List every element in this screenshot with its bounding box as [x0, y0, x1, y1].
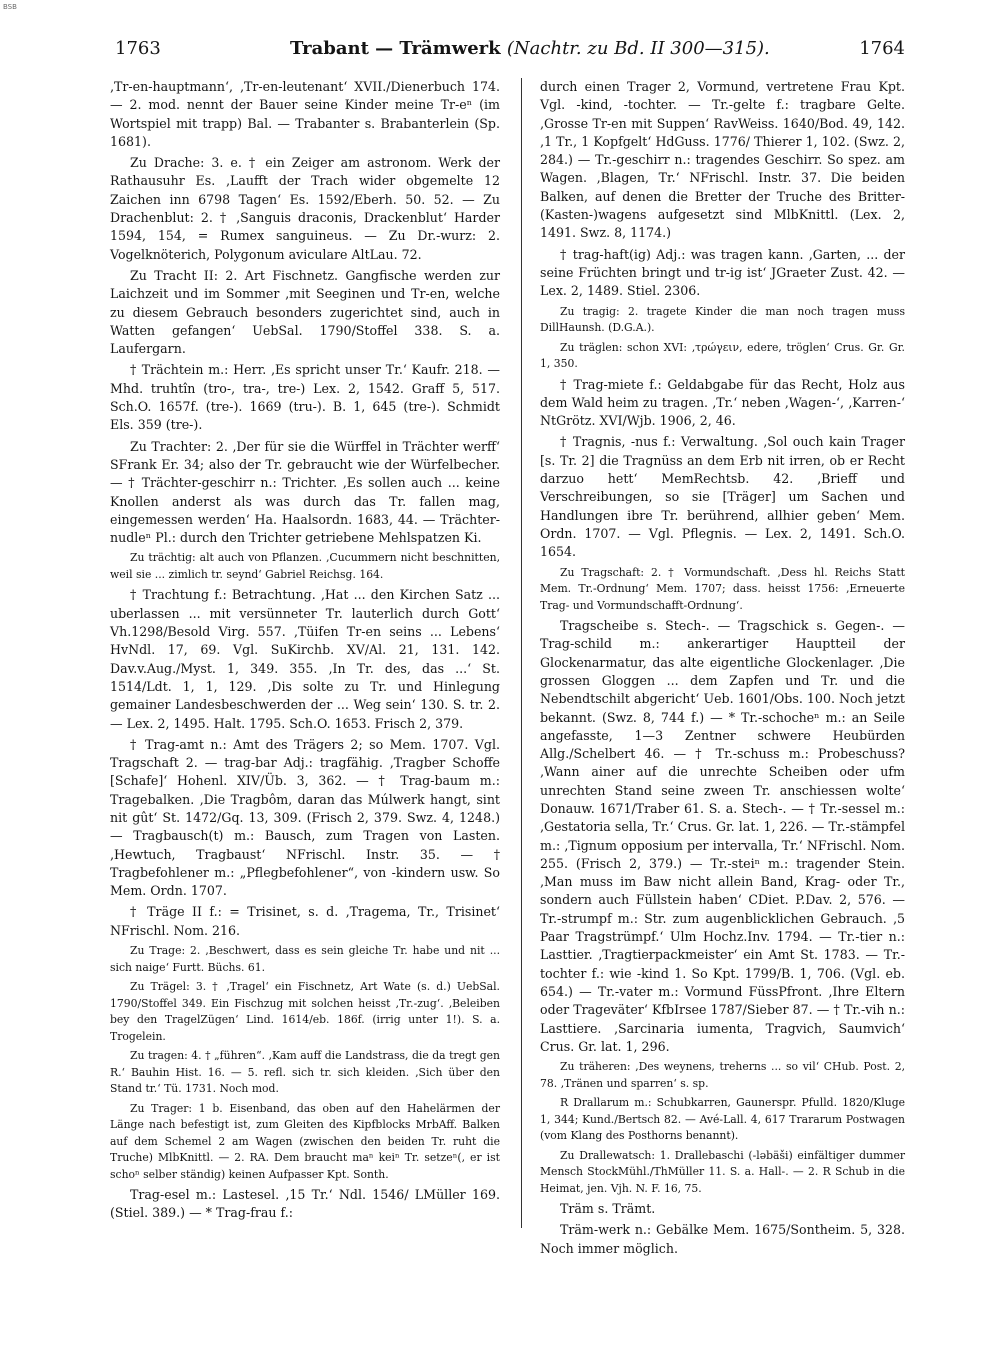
- entry-paragraph: † trag-haft(ig) Adj.: was tragen kann. ‚Garten, ... der seine Früchten bringt und tr-ig ist‘ JGraeter Zust. 42. — Lex. 2, 1489. Stiel. 2306.: [540, 246, 905, 299]
- entry-paragraph: Zu träglen: schon XVI: ‚τρώγειν, edere, tröglen‘ Crus. Gr. Gr. 1, 350.: [540, 340, 905, 371]
- entry-paragraph: † Trächtein m.: Herr. ‚Es spricht unser Tr.‘ Kaufr. 218. — Mhd. truhtîn (tro-, tra-, tre-) Lex. 2, 1542. Graff 5, 517. Sch.O. 1657f. (tre-). 1669 (tru-). B. 1, 645 (tre-). Schmidt Els. 359 (tre-).: [110, 362, 500, 433]
- library-watermark: BSB: [3, 3, 17, 11]
- entry-paragraph: † Trachtung f.: Betrachtung. ‚Hat ... den Kirchen Satz ... uberlassen ... mit versünneter Tr. lauterlich durch Gott‘ Vh.1298/Besold Virg. 557. ‚Tüifen Tr-en seins ... Lebens‘ HvNdl. 17, 69. Vgl. SuKirchb. XV/Al. 21, 131. 142. Dav.v.Aug./Myst. 1, 349. 355. ‚In Tr. des, das ...‘ St. 1514/Ldt. 1, 1, 129. ‚Dis solte zu Tr. und Hinlegung gemainer Landesbeschwerden der ... Weg sein‘ 130. S. tr. 2. — Lex. 2, 1495. Halt. 1795. Sch.O. 1653. Frisch 2, 379.: [110, 587, 500, 731]
- column-divider: [521, 78, 522, 1228]
- running-title: [290, 38, 770, 59]
- running-title-sub: (Nachtr. zu Bd. II 300—315).: [506, 38, 770, 59]
- entry-paragraph: † Trag-amt n.: Amt des Trägers 2; so Mem. 1707. Vgl. Tragschaft 2. — trag-bar Adj.: tragfähig. ‚Tragber Schoffe [Schafe]‘ Hohenl. XIV/Üb. 3, 362. — † Trag-baum m.: Tragebalken. ‚Die Tragbôm, daran das Múlwerk hangt, sint nit gût‘ St. 1472/Gq. 13, 309. (Frisch 2, 379. Swz. 4, 1248.) — Tragbausch(t) m.: Bausch, zum Tragen von Lasten. ‚Hewtuch, Tragbaust‘ NFrischl. Instr. 35. — † Tragbefohlener m.: „Pflegbefohlener“, von -kindern usw. So Mem. Ordn. 1707.: [110, 736, 500, 899]
- entry-paragraph: Zu Trage: 2. ‚Beschwert, dass es sein gleiche Tr. habe und nit ... sich naige‘ Furtt. Büchs. 61.: [110, 944, 500, 974]
- entry-paragraph: † Trag-miete f.: Geldabgabe für das Recht, Holz aus dem Wald heim zu tragen. ‚Tr.‘ neben ‚Wagen-‘, ‚Karren-‘ NtGrötz. XVI/Wjb. 1906, 2, 46.: [540, 376, 905, 429]
- entry-paragraph: R Drallarum m.: Schubkarren, Gaunerspr. Pfulld. 1820/Kluge 1, 344; Kund./Bertsch 82. — Avé-Lall. 4, 617 Trararum Postwagen (vom Klang des Posthorns benannt).: [540, 1096, 905, 1143]
- running-title-main: Trabant — Trämwerk: [290, 38, 501, 59]
- entry-paragraph: Zu Tracht II: 2. Art Fischnetz. Gangfische werden zur Laichzeit und im Sommer ‚mit Seeginen und Tr-en, welche zu diesem Gebrauch besonders zugerichtet sind, auch in Watten gefangen‘ UebSal. 1790/Stoffel 338. S. a. Laufergarn.: [110, 267, 500, 357]
- entry-paragraph: † Tragnis, -nus f.: Verwaltung. ‚Sol ouch kain Trager [s. Tr. 2] die Tragnüss an dem Erb nit irren, ob er Recht darzuo hett‘ MemRechtsb. 42. ‚Brieff und Verschreibungen, so sie [Träger] um Sachen und Handlungen ibre Tr. berührend, allhier geben‘ Mem. Ordn. 1707. — Vgl. Pflegnis. — Lex. 2, 1491. Sch.O. 1654.: [540, 434, 905, 560]
- entry-paragraph: Träm s. Trämt.: [560, 1201, 656, 1217]
- entry-paragraph: Zu Tragschaft: 2. † Vormundschaft. ‚Dess hl. Reichs Statt Mem. Tr.-Ordnung‘ Mem. 1707; dass. heisst 1756: ‚Erneuerte Trag- und Vormundschafft-Ordnung‘.: [540, 565, 905, 612]
- entry-paragraph: Zu träheren: ‚Des weynens, treherns ... so vil‘ CHub. Post. 2, 78. ‚Tränen und sparren‘ s. sp.: [540, 1060, 905, 1090]
- page-number-left: 1763: [115, 38, 161, 59]
- left-column: [110, 78, 500, 1226]
- entry-paragraph: Zu Drache: 3. e. † ein Zeiger am astronom. Werk der Rathausuhr Es. ‚Laufft der Trach wider obgemelte 12 Zaichen inn 6798 Tagen‘ Es. 1592/Eberh. 50. 52. — Zu Drachenblut: 2. † ‚Sanguis draconis, Drackenblut‘ Harder 1594, 154, = Rumex sanguineus. — Zu Dr.-wurz: 2. Vogelknöterich, Polygonum aviculare AltLau. 72.: [110, 155, 500, 262]
- entry-paragraph: Zu Trager: 1 b. Eisenband, das oben auf den Hahelärmen der Länge nach befestigt ist, zum Gleiten des Kipfblocks MrbAff. Balken auf dem Schemel 2 am Wagen (zwischen den beiden Tr. ruht die Truche) MlbKnittl. — 2. RA. Dem braucht maⁿ keiⁿ Tr. setzeⁿ(, er ist schoⁿ selber ständig) keinen Aufpasser Kpt. Sonth.: [110, 1101, 500, 1181]
- entry-paragraph: Trag-esel m.: Lastesel. ‚15 Tr.‘ Ndl. 1546/ LMüller 169. (Stiel. 389.) — * Trag-frau f.:: [110, 1187, 500, 1221]
- entry-paragraph: Zu Trägel: 3. † ‚Tragel‘ ein Fischnetz, Art Wate (s. d.) UebSal. 1790/Stoffel 349. Ein Fischzug mit solchen heisst ‚Tr.-zug‘. ‚Beleiben bey den TragelZügen‘ Lind. 1614/eb. 186f. (irrig unter 1!). S. a. Trogelein.: [110, 980, 500, 1043]
- entry-paragraph: Zu trächtig: alt auch von Pflanzen. ‚Cucummern nicht beschnitten, weil sie ... zimlich tr. seynd‘ Gabriel Reichsg. 164.: [110, 551, 500, 581]
- entry-paragraph: † Träge II f.: = Trisinet, s. d. ‚Tragema, Tr., Trisinet‘ NFrischl. Nom. 216.: [110, 904, 500, 938]
- entry-paragraph: Zu tragig: 2. tragete Kinder die man noch tragen muss DillHaunsh. (D.G.A.).: [540, 304, 905, 335]
- entry-paragraph: Tragscheibe s. Stech-. — Tragschick s. Gegen-. — Trag-schild m.: ankerartiger Hauptteil der Glockenarmatur, das alte eigentliche Glockenlager. ‚Die grossen Gloggen ... dem Zapfen und Tr. und die Nebendtschilt abgericht‘ Ueb. 1601/Obs. 100. Noch jetzt bekannt. (Swz. 8, 744 f.) — * Tr.-schocheⁿ m.: an Seile angefasste, 1—3 Zentner schwere Heubürden Allg./Schelbert 46. — † Tr.-schuss m.: Probeschuss? ‚Wann ainer auf die unrechte Scheiben oder ufm unrechten Stand seine zween Tr. anschiessen wolte‘ Donauw. 1671/Traber 61. S. a. Stech-. — † Tr.-sessel m.: ‚Gestatoria sella, Tr.‘ Crus. Gr. lat. 1, 226. — Tr.-stämpfel m.: ‚Tignum opposium per intervalla, Tr.‘ NFrischl. Nom. 255. (Frisch 2, 379.) — Tr.-steiⁿ m.: tragender Stein. ‚Man muss im Baw nicht allein Band, Krag- oder Tr., sondern auch Füllstein haben‘ CDiet. P.Dav. 2, 576. — Tr.-strumpf m.: Str. zum augenblicklichen Gebrauch. ‚5 Paar Tragstrümpf.‘ Ulm Hochz.Inv. 1794. — Tr.-tier n.: Lasttier. ‚Tragtierpackmeister‘ ein Amt St. 1783. — Tr.-tochter f.: wie -kind 1. So Kpt. 1799/B. 1, 706. (Vgl. eb. 654.) — Tr.-vater m.: Vormund FüssPfront. ‚Ihre Eltern oder Trageväter‘ KfbIrsee 1787/Sieber 87. — † Tr.-vih n.: Lasttiere. ‚Sarcinaria iumenta, Tragvich, Saumvich‘ Crus. Gr. lat. 1, 296.: [540, 618, 905, 1054]
- page-number-right: 1764: [859, 38, 905, 59]
- entry-paragraph: Zu Trachter: 2. ‚Der für sie die Würffel in Trächter werff‘ SFrank Er. 34; also der Tr. gebraucht wie der Würfelbecher. — † Trächter-geschirr n.: Trichter. ‚Es sollen auch ... keine Knollen anderst als was durch das Tr. fallen mag, eingemessen werden‘ Ha. Haalsordn. 1683, 44. — Trächter-nudleⁿ Pl.: durch den Trichter getriebene Mehlspatzen Ki.: [110, 438, 500, 546]
- entry-paragraph: ‚Tr-en-hauptmann‘, ‚Tr-en-leutenant‘ XVII./Dienerbuch 174. — 2. mod. nennt der Bauer seine Kinder meine Tr-eⁿ (im Wortspiel mit trapp) Bal. — Trabanter s. Brabanterlein (Sp. 1681).: [110, 79, 500, 149]
- page-header: [115, 38, 905, 62]
- entry-paragraph: Zu tragen: 4. † „führen“. ‚Kam auff die Landstrass, die da tregt gen R.‘ Bauhin Hist. 16. — 5. refl. sich tr. sich kleiden. ‚Sich über den Stand tr.‘ Tü. 1731. Noch mod.: [110, 1049, 500, 1096]
- right-column: [540, 78, 905, 1261]
- entry-paragraph: Träm-werk n.: Gebälke Mem. 1675/Sontheim. 5, 328. Noch immer möglich.: [540, 1222, 905, 1256]
- entry-paragraph: Zu Drallewatsch: 1. Drallebaschi (-ləbäši) einfältiger dummer Mensch StockMühl./ThMüller 11. S. a. Hall-. — 2. R Schub in die Heimat, jen. Vjh. N. F. 16, 75.: [540, 1148, 905, 1195]
- entry-paragraph: durch einen Trager 2, Vormund, vertretene Frau Kpt. Vgl. -kind, -tochter. — Tr.-gelte f.: tragbare Gelte. ‚Grosse Tr-en mit Suppen‘ RavWeiss. 1640/Bod. 49, 142. ‚1 Tr., 1 Kopfgelt‘ HdGuss. 1776/ Thierer 1, 102. (Swz. 2, 284.) — Tr.-geschirr n.: tragendes Geschirr. So spez. am Wagen. ‚Blagen, Tr.‘ NFrischl. Instr. 37. Die beiden Balken, auf denen die Bretter der Truche des Britter-(Kasten-)wagens aufgesetzt sind MlbKnittl. (Lex. 2, 1491. Swz. 8, 1174.): [540, 79, 905, 241]
